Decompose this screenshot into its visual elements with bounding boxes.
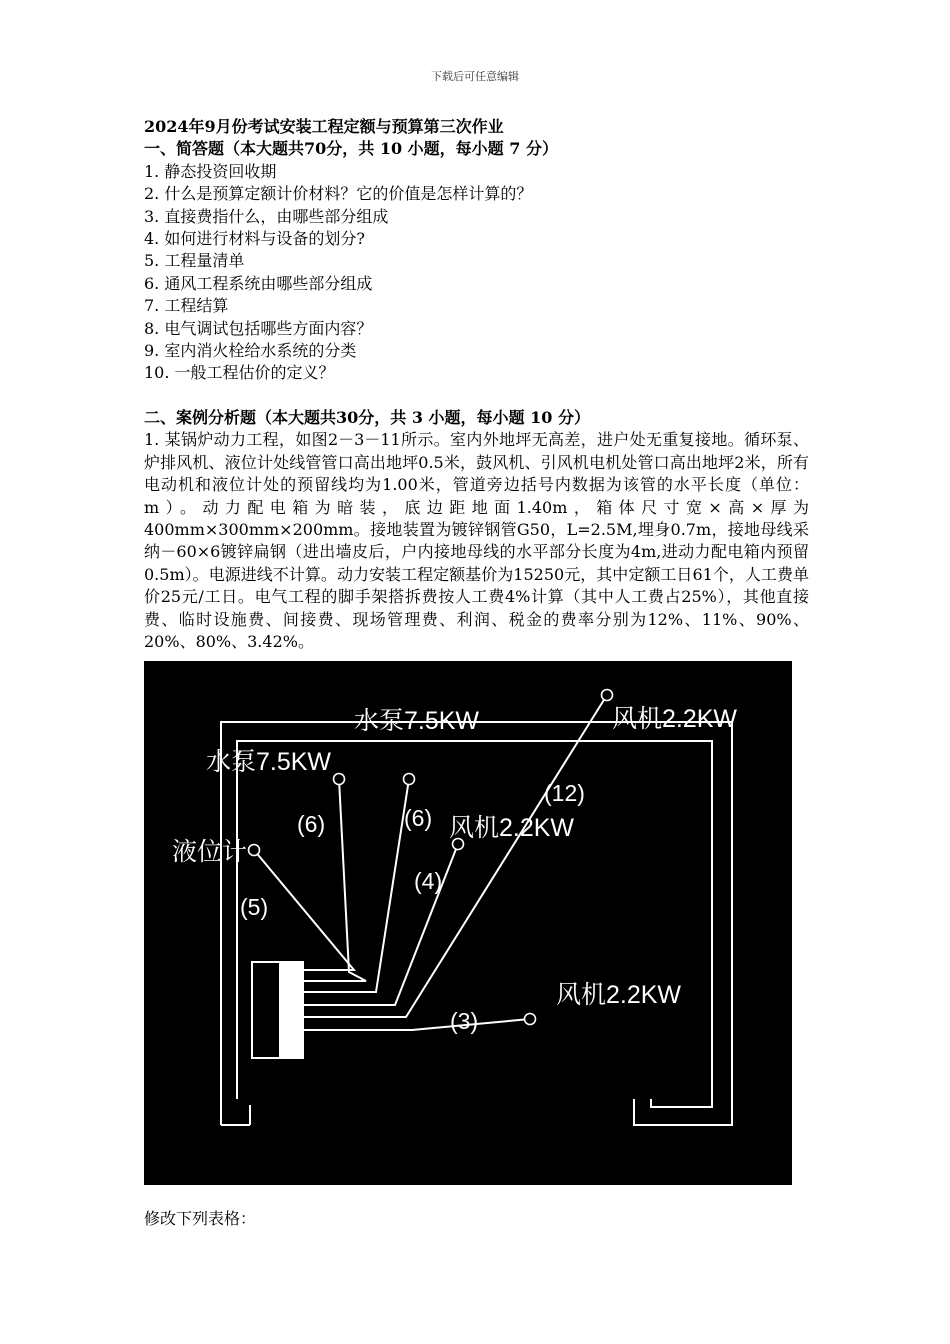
question-item: 8. 电气调试包括哪些方面内容？	[144, 318, 373, 338]
label-length-6a: (6)	[297, 811, 326, 837]
label-length-4: (4)	[414, 868, 443, 894]
question-item: 2. 什么是预算定额计价材料？它的价值是怎样计算的？	[144, 184, 533, 204]
question-item: 1. 静态投资回收期	[144, 161, 277, 181]
document-body	[144, 116, 809, 653]
label-length-3: (3)	[450, 1008, 479, 1034]
section2-heading: 二、案例分析题（本大题共30分，共 3 小题，每小题 10 分）	[144, 407, 590, 427]
motor-symbol	[525, 1014, 536, 1025]
motor-symbol	[404, 774, 415, 785]
spacer	[144, 385, 809, 407]
inner-wall	[237, 741, 712, 1107]
question-item: 5. 工程量清单	[144, 251, 245, 271]
label-length-12: (12)	[544, 780, 585, 806]
label-fan-top-right: 风机2.2KW	[612, 705, 738, 733]
question-item: 6. 通风工程系统由哪些部分组成	[144, 273, 373, 293]
label-fan-lower-right: 风机2.2KW	[556, 981, 682, 1009]
label-pump-left: 水泵7.5KW	[206, 748, 332, 776]
conduit-level-gauge	[254, 850, 354, 970]
label-level-gauge: 液位计	[172, 838, 248, 866]
question-item: 10. 一般工程估价的定义？	[144, 363, 335, 383]
label-length-5: (5)	[240, 894, 269, 920]
wiring-diagram	[144, 661, 792, 1185]
label-pump-top: 水泵7.5KW	[354, 707, 480, 735]
question-item: 3. 直接费指什么，由哪些部分组成	[144, 206, 389, 226]
label-fan-middle: 风机2.2KW	[449, 814, 575, 842]
closing-line: 修改下列表格：	[144, 1209, 257, 1228]
outer-wall	[221, 722, 732, 1125]
section1-heading: 一、简答题（本大题共70分，共 10 小题，每小题 7 分）	[144, 139, 558, 159]
conduit-pump-left	[303, 779, 366, 981]
motor-symbol	[334, 774, 345, 785]
question-item: 9. 室内消火栓给水系统的分类	[144, 341, 357, 361]
question-item: 4. 如何进行材料与设备的划分?	[144, 229, 365, 249]
document-title: 2024年9月份考试安装工程定额与预算第三次作业	[144, 117, 504, 136]
distribution-box-fill	[279, 963, 302, 1057]
conduit-fan-lower-right	[303, 1019, 530, 1030]
label-length-6b: (6)	[404, 805, 433, 831]
question-item: 7. 工程结算	[144, 296, 229, 316]
motor-symbol	[249, 845, 260, 856]
case-paragraph: 1. 某锅炉动力工程，如图2－3－11所示。室内外地坪无高差，进户处无重复接地。循环泵、炉排风机、液位计处线管管口高出地坪0.5米，鼓风机、引风机电机处管口高出地坪2米，所有电动机和液位计处的预留线均为1.00米，管道旁边括号内数据为该管的水平长度（单位：m）。动力配电箱为暗装，底边距地面1.40m，箱体尺寸宽×高×厚为400mm×300mm×200mm。接地装置为镀锌钢管G50，L=2.5M,埋身0.7m，接地母线采纳－60×6镀锌扁钢（进出墙皮后，户内接地母线的水平部分长度为4m,进动力配电箱内预留0.5m）。电源进线不计算。动力安装工程定额基价为15250元，其中定额工日61个，人工费单价25元/工日。电气工程的脚手架搭拆费按人工费4%计算（其中人工费占25%），其他直接费、临时设施费、间接费、现场管理费、利润、税金的费率分别为12%、11%、90%、20%、80%、3.42%。	[144, 430, 809, 651]
header-note: 下载后可任意编辑	[431, 70, 519, 83]
motor-symbol	[602, 690, 613, 701]
